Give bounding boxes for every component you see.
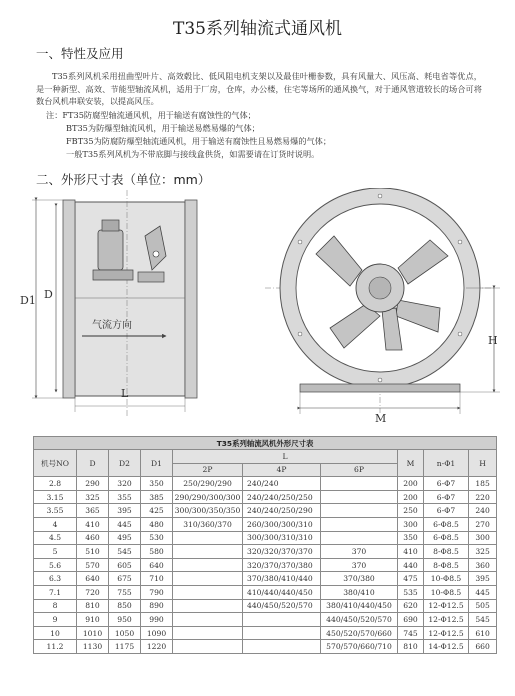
features-paragraph: T35系列风机采用扭曲型叶片、高效毂比、低风阻电机支架以及最佳叶栅参数，具有风量大、风压高、耗电省等优点，是一种新型、高效、节能型轴流风机，适用于厂房，仓库，办公楼，住宅等场所的通风换气，对于通风管道较长的场合可将数台风机串联安装，以提高风压。 — [36, 71, 482, 106]
table-cell: 620 — [398, 599, 424, 613]
table-row — [34, 640, 497, 654]
table-cell: 6.3 — [34, 572, 77, 586]
table-cell: 6-Φ8.5 — [424, 531, 469, 545]
table-cell — [173, 585, 243, 599]
table-cell: 410 — [398, 545, 424, 559]
table-cell: 300/300/310/310 — [243, 531, 321, 545]
table-cell: 350 — [141, 477, 173, 491]
table-header-row — [34, 450, 497, 464]
table-cell: 675 — [109, 572, 141, 586]
table-row — [34, 599, 497, 613]
table-row — [34, 504, 497, 518]
table-cell: 10 — [34, 626, 77, 640]
table-cell: 300 — [469, 531, 497, 545]
table-cell: 11.2 — [34, 640, 77, 654]
table-cell: 480 — [141, 517, 173, 531]
table-cell: 605 — [109, 558, 141, 572]
table-cell: 425 — [141, 504, 173, 518]
table-cell: 370/380/410/440 — [243, 572, 321, 586]
section-heading-dimensions: 二、外形尺寸表（单位：mm） — [36, 172, 211, 187]
table-cell: 445 — [109, 517, 141, 531]
table-cell: 450/520/570/660 — [321, 626, 398, 640]
table-cell: 200 — [398, 477, 424, 491]
table-cell: 440 — [398, 558, 424, 572]
dimension-table — [33, 436, 497, 654]
table-cell: 610 — [469, 626, 497, 640]
table-row — [34, 572, 497, 586]
table-row — [34, 585, 497, 599]
table-cell: 690 — [398, 613, 424, 627]
table-cell: 370 — [321, 558, 398, 572]
table-cell: 290 — [77, 477, 109, 491]
table-cell: 570/570/660/710 — [321, 640, 398, 654]
dimension-l-label: L — [121, 387, 129, 400]
table-cell: 530 — [141, 531, 173, 545]
table-cell: 250/290/290 — [173, 477, 243, 491]
table-cell: 720 — [77, 585, 109, 599]
notes-block — [46, 109, 331, 161]
table-cell: 410/440/440/450 — [243, 585, 321, 599]
table-cell: 440/450/520/570 — [243, 599, 321, 613]
table-cell: 660 — [469, 640, 497, 654]
header-m: M — [398, 450, 424, 477]
header-l-6p: 6P — [321, 463, 398, 477]
table-cell: 990 — [141, 613, 173, 627]
dimension-d1-label: D1 — [20, 294, 36, 307]
table-cell — [173, 545, 243, 559]
table-cell: 445 — [469, 585, 497, 599]
header-l: L — [173, 450, 398, 464]
table-cell: 240/240/250/250 — [243, 490, 321, 504]
table-cell: 810 — [77, 599, 109, 613]
table-cell: 4.5 — [34, 531, 77, 545]
header-model: 机号NO — [34, 450, 77, 477]
table-cell — [321, 490, 398, 504]
table-cell: 2.8 — [34, 477, 77, 491]
note-line: BT35为防爆型轴流风机，用于输送易燃易爆的气体； — [66, 123, 260, 133]
header-n: n-Φ1 — [424, 450, 469, 477]
table-cell: 1220 — [141, 640, 173, 654]
table-body — [34, 477, 497, 654]
table-cell: 7.1 — [34, 585, 77, 599]
table-cell — [173, 599, 243, 613]
table-cell: 1090 — [141, 626, 173, 640]
table-cell: 5 — [34, 545, 77, 559]
table-cell: 14-Φ12.5 — [424, 640, 469, 654]
table-cell: 850 — [109, 599, 141, 613]
table-cell: 8-Φ8.5 — [424, 558, 469, 572]
table-cell: 395 — [109, 504, 141, 518]
table-cell — [321, 477, 398, 491]
table-cell: 910 — [77, 613, 109, 627]
table-cell: 790 — [141, 585, 173, 599]
table-cell — [173, 640, 243, 654]
table-cell: 710 — [141, 572, 173, 586]
header-d: D — [77, 450, 109, 477]
table-row — [34, 558, 497, 572]
header-h: H — [469, 450, 497, 477]
table-cell: 6-Φ7 — [424, 504, 469, 518]
table-cell: 4 — [34, 517, 77, 531]
table-cell: 810 — [398, 640, 424, 654]
table-cell: 380/410/440/450 — [321, 599, 398, 613]
table-cell: 12-Φ12.5 — [424, 626, 469, 640]
table-cell: 580 — [141, 545, 173, 559]
header-d2: D2 — [109, 450, 141, 477]
table-cell: 300/300/350/350 — [173, 504, 243, 518]
table-cell: 1130 — [77, 640, 109, 654]
table-cell: 890 — [141, 599, 173, 613]
table-cell: 460 — [77, 531, 109, 545]
table-cell: 370/380 — [321, 572, 398, 586]
table-cell: 5.6 — [34, 558, 77, 572]
table-cell: 3.55 — [34, 504, 77, 518]
table-cell: 360 — [469, 558, 497, 572]
table-row — [34, 517, 497, 531]
table-cell: 505 — [469, 599, 497, 613]
table-cell: 545 — [469, 613, 497, 627]
page-title: T35系列轴流式通风机 — [173, 19, 342, 39]
table-cell — [173, 558, 243, 572]
table-cell: 8 — [34, 599, 77, 613]
table-cell: 6-Φ8.5 — [424, 517, 469, 531]
table-cell: 325 — [469, 545, 497, 559]
table-cell: 3.15 — [34, 490, 77, 504]
table-cell: 370 — [321, 545, 398, 559]
table-caption-row — [34, 437, 497, 450]
table-cell — [173, 572, 243, 586]
table-row — [34, 531, 497, 545]
table-cell: 440/450/520/570 — [321, 613, 398, 627]
fan-drawing — [0, 188, 515, 428]
table-cell: 12-Φ12.5 — [424, 599, 469, 613]
table-cell: 545 — [109, 545, 141, 559]
header-l-4p: 4P — [243, 463, 321, 477]
note-line: FBT35为防腐防爆型轴流通风机，用于输送有腐蚀性且易燃易爆的气体； — [66, 136, 332, 146]
table-row — [34, 490, 497, 504]
dimension-h-label: H — [488, 334, 498, 347]
table-row — [34, 613, 497, 627]
table-cell: 10-Φ8.5 — [424, 572, 469, 586]
table-cell: 395 — [469, 572, 497, 586]
table-cell: 310/360/370 — [173, 517, 243, 531]
table-cell: 185 — [469, 477, 497, 491]
table-cell: 475 — [398, 572, 424, 586]
table-cell: 325 — [77, 490, 109, 504]
table-cell: 320 — [109, 477, 141, 491]
table-cell: 240 — [469, 504, 497, 518]
table-cell: 1175 — [109, 640, 141, 654]
dimension-m-label: M — [375, 412, 387, 425]
table-cell: 260/300/300/310 — [243, 517, 321, 531]
table-cell: 1050 — [109, 626, 141, 640]
table-cell — [321, 531, 398, 545]
table-cell — [173, 613, 243, 627]
table-cell: 385 — [141, 490, 173, 504]
table-cell: 320/320/370/370 — [243, 545, 321, 559]
airflow-label: 气流方向 — [92, 320, 132, 331]
table-cell: 10-Φ8.5 — [424, 585, 469, 599]
table-cell: 355 — [109, 490, 141, 504]
table-cell — [243, 613, 321, 627]
table-cell: 320/370/370/380 — [243, 558, 321, 572]
table-row — [34, 477, 497, 491]
table-cell: 510 — [77, 545, 109, 559]
table-cell: 745 — [398, 626, 424, 640]
table-cell: 365 — [77, 504, 109, 518]
fan-side-view — [20, 190, 197, 418]
table-cell: 8-Φ8.5 — [424, 545, 469, 559]
table-cell: 240/240/250/290 — [243, 504, 321, 518]
table-cell: 220 — [469, 490, 497, 504]
table-cell: 300 — [398, 517, 424, 531]
table-cell: 200 — [398, 490, 424, 504]
table-cell — [173, 626, 243, 640]
table-cell: 290/290/300/300 — [173, 490, 243, 504]
table-cell: 270 — [469, 517, 497, 531]
table-cell: 240/240 — [243, 477, 321, 491]
table-cell — [321, 504, 398, 518]
table-cell: 380/410 — [321, 585, 398, 599]
table-cell: 6-Φ7 — [424, 490, 469, 504]
table-cell — [321, 517, 398, 531]
table-cell — [243, 626, 321, 640]
table-cell: 640 — [141, 558, 173, 572]
table-cell: 410 — [77, 517, 109, 531]
table-cell: 535 — [398, 585, 424, 599]
table-cell: 640 — [77, 572, 109, 586]
table-cell: 495 — [109, 531, 141, 545]
table-cell: 1010 — [77, 626, 109, 640]
table-caption: T35系列轴流风机外形尺寸表 — [34, 437, 497, 450]
table-row — [34, 626, 497, 640]
table-cell: 350 — [398, 531, 424, 545]
section-heading-features: 一、特性及应用 — [36, 46, 124, 61]
table-cell: 950 — [109, 613, 141, 627]
fan-front-view — [265, 188, 500, 425]
table-cell — [173, 531, 243, 545]
table-cell: 755 — [109, 585, 141, 599]
table-cell — [243, 640, 321, 654]
table-row — [34, 545, 497, 559]
header-l-2p: 2P — [173, 463, 243, 477]
note-line: 注：FT35防腐型轴流通风机，用于输送有腐蚀性的气体； — [46, 110, 256, 120]
table-cell: 9 — [34, 613, 77, 627]
table-cell: 250 — [398, 504, 424, 518]
dimension-d-label: D — [44, 288, 53, 301]
table-cell: 570 — [77, 558, 109, 572]
header-d1: D1 — [141, 450, 173, 477]
table-cell: 12-Φ12.5 — [424, 613, 469, 627]
table-cell: 6-Φ7 — [424, 477, 469, 491]
note-line: 一般T35系列风机为不带底脚与接线盒供货，如需要请在订货时说明。 — [66, 149, 320, 159]
